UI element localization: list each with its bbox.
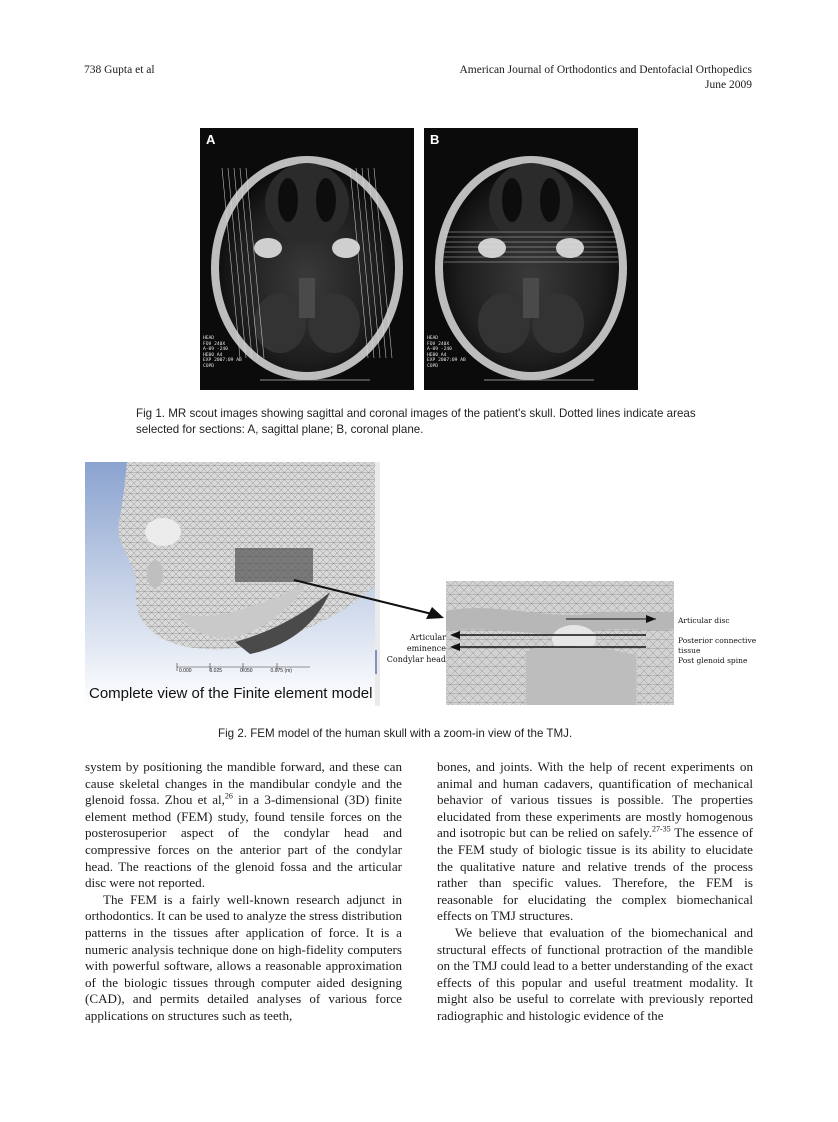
label-posterior-connective-tissue: Posterior connective tissue [678, 636, 757, 655]
scale-tick: 0.025 [209, 668, 223, 674]
scale-tick: 0.075 (m) [270, 668, 292, 674]
scale-bar-ticks [179, 668, 292, 674]
fig2-caption: Fig 2. FEM model of the human skull with a zoom-in view of the TMJ. [218, 727, 573, 740]
running-header-left: 738 Gupta et al [84, 64, 155, 76]
scale-tick: 0.050 [240, 668, 253, 674]
label-articular-disc: Articular disc [678, 616, 730, 625]
paragraph: We believe that evaluation of the biomechanical and structural effects of functional protraction of the mandible on the TMJ could lead to a better understanding of the exact effects of this popular and useful treatment modality. It might also be useful to correlate with previously reported radiographic and histologic evidence of the [437, 924, 753, 1023]
zoom-arrow [292, 576, 452, 624]
running-header-date: June 2009 [705, 79, 752, 91]
fig1-panel-a-label: A [206, 132, 216, 147]
body-column-right [437, 759, 753, 1025]
paragraph: system by positioning the mandible forward, and these can cause skeletal changes in the mandibular condyle and the glenoid fossa. Zhou et al,$^{26}$ in a 3-dimensional (3D) finite element method (FEM) study, found tensile forces on the posterosuperior aspect of the condylar head and compressive forces on the anterior part of the condylar head. The reactions of the glenoid fossa and the articular disc were not reported. [85, 759, 402, 891]
fig1-panel-b [424, 128, 638, 390]
tmj-right-labels [678, 616, 768, 666]
paragraph: bones, and joints. With the help of recent experiments on animal and human cadavers, quantification of mechanical behavior of various tissues is possible. The properties elucidated from these experiments are mostly homogenous and isotropic but can be relied on safely.$^{27-35}$ The essence of the FEM study of biologic tissue is its ability to elucidate the qualitative nature and relative trends of the process rather than specific values. Therefore, the FEM is reasonable for elucidating the complex biomechanical effects on TMJ structures. [437, 759, 753, 924]
citation: 27-35 [651, 825, 671, 835]
tmj-left-labels [386, 632, 446, 665]
scale-tick: 0.000 [179, 668, 192, 674]
paragraph: The FEM is a fairly well-known research adjunct in orthodontics. It can be used to analyze the stress distribution patterns in the tissues after application of force. It is a numeric analysis technique done on high-fidelity computers with powerful software, allows a reasonable approximation of the biologic tissues through computer aided designing (CAD), and permits detailed analyses of various force applications on structures such as teeth, [85, 891, 402, 1023]
fig2-tmj-zoom [446, 581, 674, 705]
running-header-journal: American Journal of Orthodontics and Dentofacial Orthopedics [459, 64, 752, 76]
label-articular-eminence: Articular eminence [406, 633, 446, 653]
fig1-caption: Fig 1. MR scout images showing sagittal and coronal images of the patient's skull. Dotted lines indicate areas selected for sections: A, sagittal plane; B, coronal plane. [136, 407, 696, 436]
fig1-panel-a-overlay: HEAD FOV 240X A-09 -240 HE00 A4 EXP 2007:09 AB COPD [203, 336, 242, 369]
label-condylar-head: Condylar head [386, 655, 446, 664]
fig1-panel-b-label: B [430, 132, 440, 147]
fig1-panel-a [200, 128, 414, 390]
fig2-model-label: Complete view of the Finite element model [89, 685, 373, 702]
citation: 26 [224, 791, 233, 801]
body-column-left [85, 759, 402, 1025]
fig1-panel-b-overlay: HEAD FOV 240X A-09 -240 HE00 A4 EXP 2007:09 AB COPD [427, 336, 466, 369]
tmj-mesh-image [446, 581, 674, 705]
label-post-glenoid-spine: Post glenoid spine [678, 656, 748, 665]
